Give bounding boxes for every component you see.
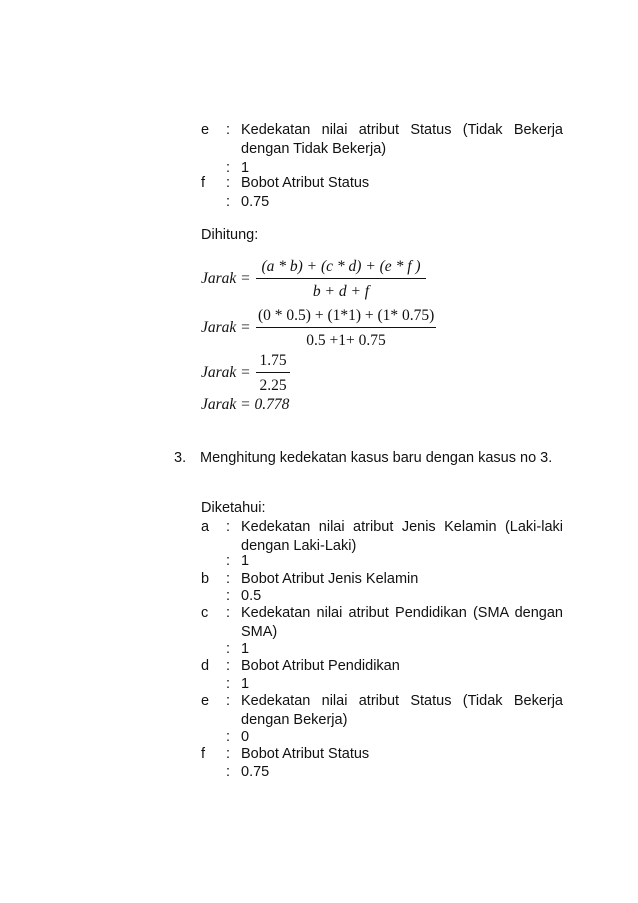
def-key: f [201,746,206,762]
def-row-e-top [201,121,563,159]
def-colon: : [226,194,231,210]
def-value: Bobot Atribut Status [241,746,370,762]
equation-2-numerator: (0 * 0.5) + (1*1) + (1* 0.75) [258,307,435,324]
def-key: b [201,571,210,587]
equation-3-denominator: 2.25 [259,377,287,394]
diketahui-label: Diketahui: [201,500,266,516]
def-key: d [201,658,210,674]
def-row-f-value [201,763,563,782]
def-row-e [201,692,563,730]
def-number: 0.75 [241,764,270,780]
section-number: 3. [174,450,187,466]
def-row-d [201,657,563,676]
def-colon: : [226,641,231,657]
fraction-bar [256,278,426,279]
fraction-bar [256,327,436,328]
def-colon: : [226,122,231,138]
def-colon: : [226,693,231,709]
def-colon: : [226,175,231,191]
def-number: 1 [241,676,250,692]
def-value: Bobot Atribut Pendidikan [241,658,400,674]
def-value: Bobot Atribut Status [241,175,370,191]
def-colon: : [226,658,231,674]
def-colon: : [226,605,231,621]
def-number: 0.5 [241,588,262,604]
def-colon: : [226,553,231,569]
equation-2-denominator: 0.5 +1+ 0.75 [306,332,386,349]
def-row-f [201,745,563,764]
def-value: Kedekatan nilai atribut Status (Tidak Bekerja dengan Tidak Bekerja) [241,122,563,157]
equation-1-lhs: Jarak = [201,270,251,287]
equation-1-denominator: b + d + f [312,283,370,300]
def-row-f-top [201,174,563,193]
def-row-c [201,604,563,642]
def-colon: : [226,746,231,762]
equation-4: Jarak = 0.778 [201,396,290,413]
def-row-f-top-value [201,193,563,212]
equation-1-numerator: (a * b) + (c * d) + (e * f ) [261,258,421,275]
def-colon: : [226,764,231,780]
def-key: e [201,693,210,709]
equation-2-lhs: Jarak = [201,319,251,336]
def-value: Kedekatan nilai atribut Pendidikan (SMA dengan SMA) [241,605,563,640]
fraction-bar [256,372,290,373]
def-number: 1 [241,553,250,569]
def-colon: : [226,729,231,745]
def-number: 0 [241,729,250,745]
def-value: Kedekatan nilai atribut Status (Tidak Bekerja dengan Bekerja) [241,693,563,728]
def-number: 0.75 [241,194,270,210]
def-key: a [201,519,210,535]
def-number: 1 [241,641,250,657]
def-number: 1 [241,160,250,176]
def-value: Bobot Atribut Jenis Kelamin [241,571,419,587]
def-colon: : [226,571,231,587]
section-3-heading [174,449,564,468]
def-row-a [201,518,563,556]
equation-3-numerator: 1.75 [259,352,287,369]
def-key: e [201,122,210,138]
def-value: Kedekatan nilai atribut Jenis Kelamin (Laki-laki dengan Laki-Laki) [241,519,563,554]
section-text: Menghitung kedekatan kasus baru dengan kasus no 3. [200,450,553,466]
def-row-a-value [201,552,563,571]
def-colon: : [226,588,231,604]
def-key: c [201,605,209,621]
def-colon: : [226,160,231,176]
def-key: f [201,175,206,191]
dihitung-label: Dihitung: [201,227,259,243]
equation-2-fraction [256,306,436,350]
equation-3-fraction [256,351,290,395]
def-colon: : [226,676,231,692]
equation-1-fraction [256,257,426,301]
def-colon: : [226,519,231,535]
equation-3-lhs: Jarak = [201,364,251,381]
